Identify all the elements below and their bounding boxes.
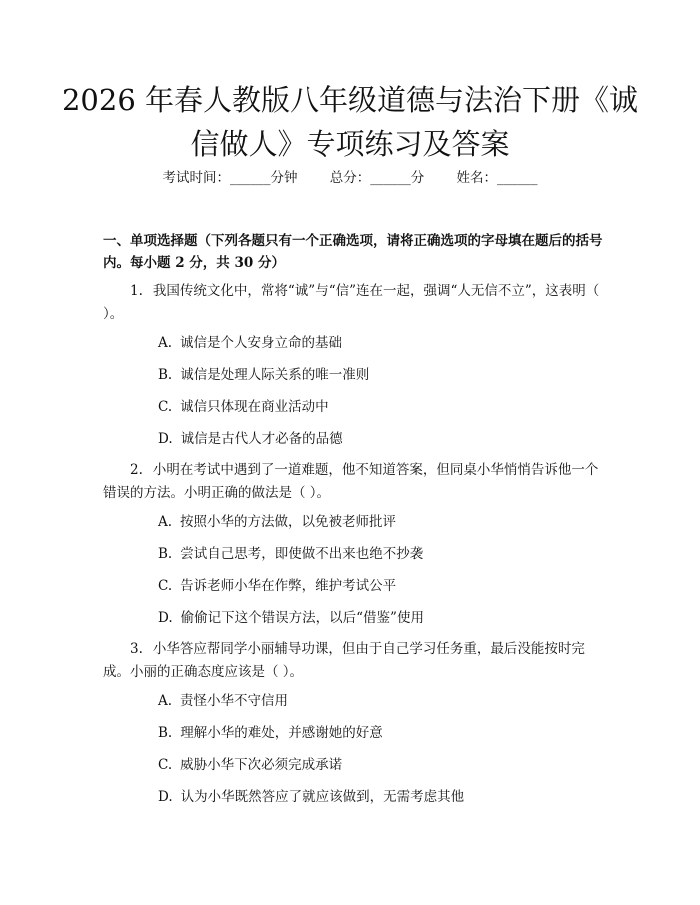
question-number: 3. (130, 641, 143, 657)
question-1-option-d (158, 429, 343, 449)
question-3-option-c (158, 755, 342, 775)
page-title-line-2: 信做人》专项练习及答案 (190, 127, 510, 161)
option-text: 威胁小华下次必须完成承诺 (180, 757, 343, 773)
option-letter: B. (158, 367, 173, 383)
question-1-option-c (158, 397, 329, 417)
question-number: 2. (130, 462, 143, 478)
option-text: 责怪小华不守信用 (180, 693, 289, 709)
option-text: 尝试自己思考，即使做不出来也绝不抄袭 (180, 546, 424, 562)
option-letter: C. (158, 399, 173, 415)
question-2-option-b (158, 544, 423, 564)
option-text: 诚信是个人安身立命的基础 (180, 335, 343, 351)
question-2 (103, 459, 605, 505)
question-3 (103, 638, 605, 684)
student-name: 姓名：______ (456, 170, 538, 186)
question-2-option-c (158, 576, 396, 596)
option-text: 按照小华的方法做，以免被老师批评 (180, 514, 397, 530)
option-text: 偷偷记下这个错误方法，以后“借鉴”使用 (180, 610, 424, 626)
option-letter: D. (158, 789, 173, 805)
option-text: 认为小华既然答应了就应该做到，无需考虑其他 (180, 789, 465, 805)
option-letter: D. (158, 610, 173, 626)
option-letter: A. (158, 335, 173, 351)
option-text: 诚信是处理人际关系的唯一准则 (180, 367, 370, 383)
option-text: 理解小华的难处，并感谢她的好意 (180, 725, 383, 741)
exam-total-score: 总分：______分 (329, 170, 425, 186)
question-3-option-a (158, 691, 288, 711)
question-3-option-d (158, 787, 464, 807)
option-letter: D. (158, 431, 173, 447)
question-1 (103, 280, 605, 326)
question-text: 小明在考试中遇到了一道难题，他不知道答案，但同桌小华悄悄告诉他一个错误的方法。小明正确的做法是（ ）。 (103, 462, 599, 501)
option-letter: B. (158, 725, 173, 741)
question-text: 小华答应帮同学小丽辅导功课，但由于自己学习任务重，最后没能按时完成。小丽的正确态度应该是（ ）。 (103, 641, 585, 680)
option-letter: A. (158, 514, 173, 530)
page-title (0, 78, 700, 166)
option-letter: A. (158, 693, 173, 709)
option-text: 告诉老师小华在作弊，维护考试公平 (180, 578, 397, 594)
option-letter: C. (158, 757, 173, 773)
option-text: 诚信是古代人才必备的品德 (180, 431, 343, 447)
question-number: 1. (130, 283, 143, 299)
question-2-option-d (158, 608, 424, 628)
option-letter: B. (158, 546, 173, 562)
question-2-option-a (158, 512, 396, 532)
exam-time: 考试时间：______分钟 (162, 170, 298, 186)
question-text: 我国传统文化中，常将“诚”与“信”连在一起，强调“人无信不立”，这表明（ ）。 (103, 283, 600, 322)
page-title-line-1: 2026 年春人教版八年级道德与法治下册《诚 (61, 83, 639, 117)
question-1-option-a (158, 333, 342, 353)
exam-meta (0, 168, 700, 188)
question-1-option-b (158, 365, 369, 385)
option-letter: C. (158, 578, 173, 594)
question-3-option-b (158, 723, 383, 743)
option-text: 诚信只体现在商业活动中 (180, 399, 329, 415)
section-heading: 一、单项选择题（下列各题只有一个正确选项，请将正确选项的字母填在题后的括号内。每小题 2 分，共 30 分） (103, 233, 603, 271)
